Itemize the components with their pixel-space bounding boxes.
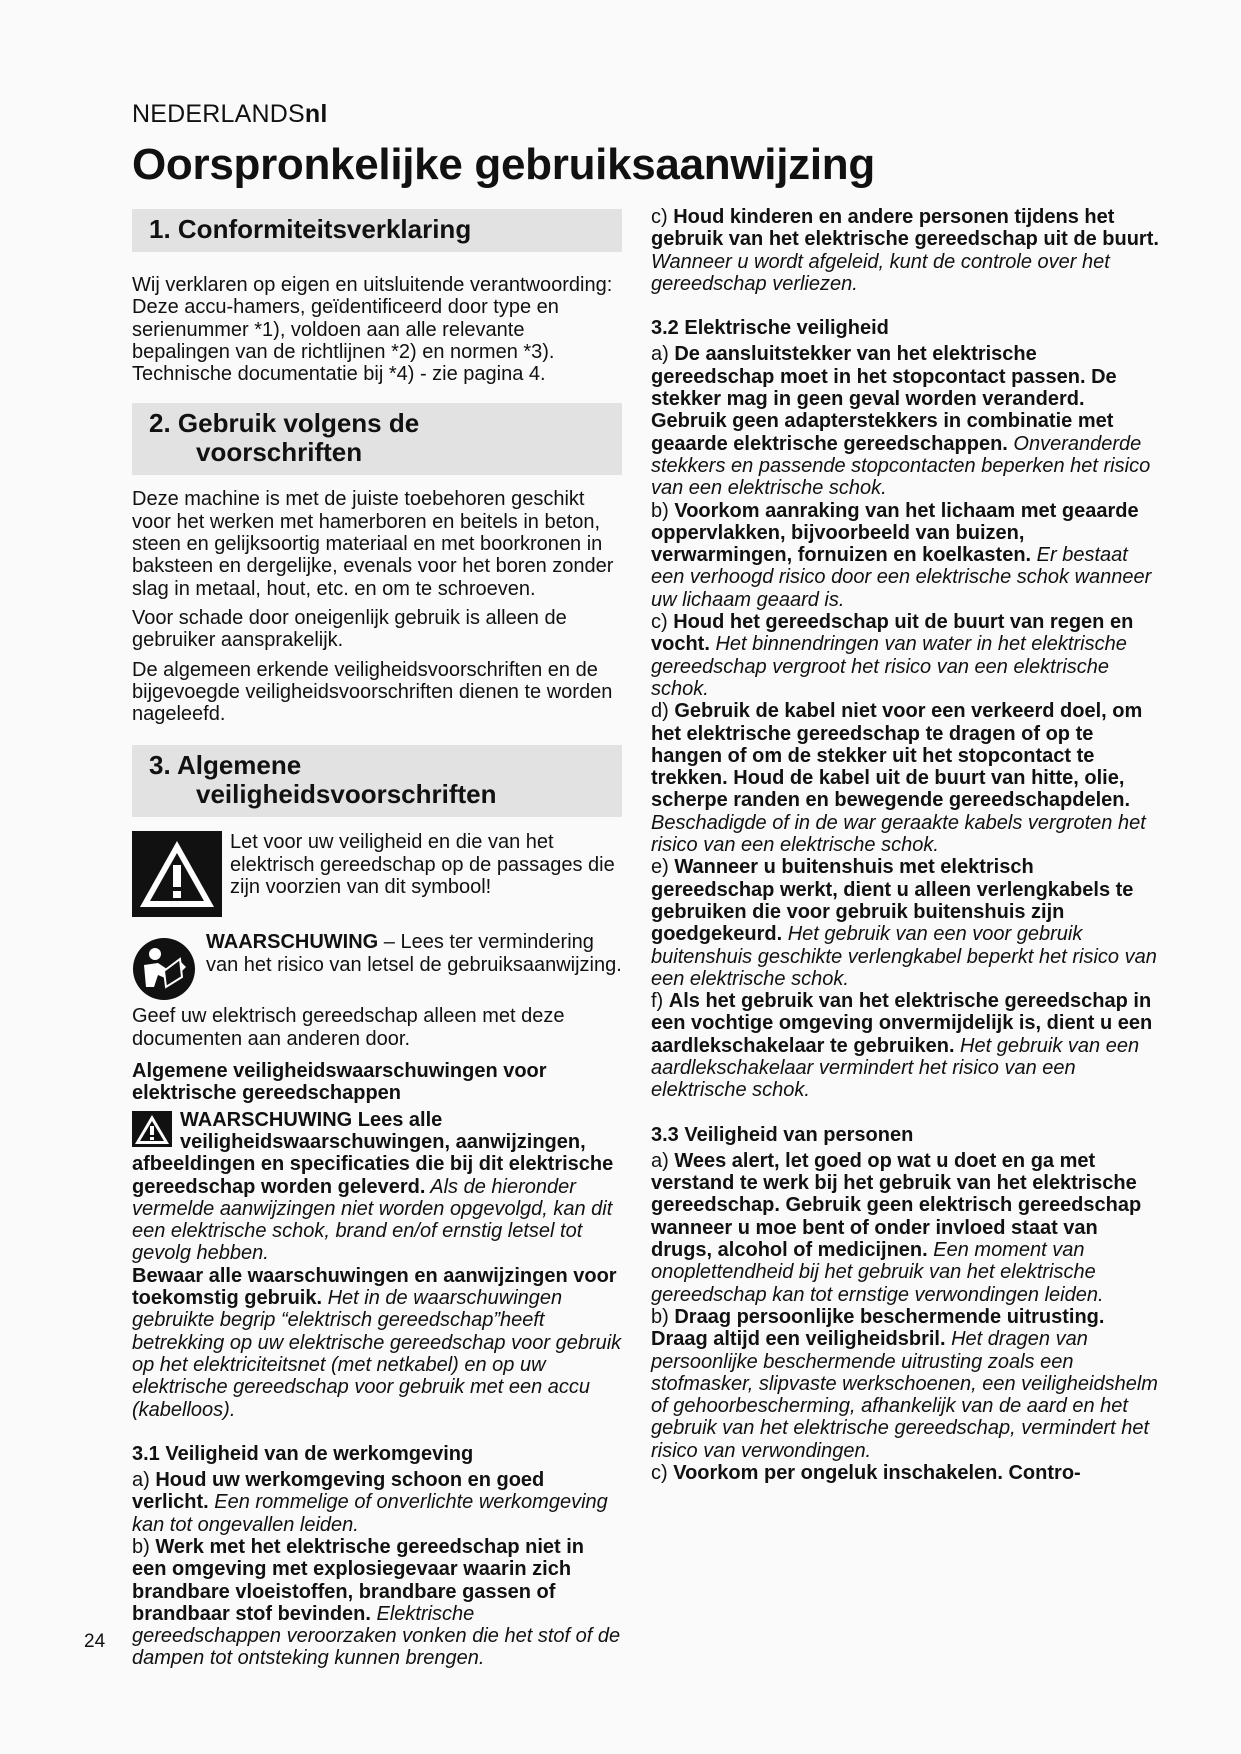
item-italic: Een moment van onoplettendheid bij het gebruik van het elektrische gereedschap kan tot ernstige verwondingen leiden. bbox=[651, 1239, 1104, 1306]
language-code: nl bbox=[304, 100, 328, 128]
general-warning-bold: WAARSCHUWING Lees alle veiligheidswaarschuwingen, aanwijzingen, afbeeldingen en specificaties die bij dit elektrische gereedschap worden geleverd. bbox=[132, 1108, 614, 1198]
item-3-3-b bbox=[651, 1306, 1161, 1462]
page-number: 24 bbox=[84, 1631, 106, 1652]
item-italic: Een rommelige of onverlichte werkomgeving kan tot ongevallen leiden. bbox=[132, 1491, 608, 1536]
language-name: NEDERLANDS bbox=[132, 100, 305, 128]
section-2-paragraph: De algemeen erkende veiligheidsvoorschriften en de bijgevoegde veiligheidsvoorschriften dienen te worden nageleefd. bbox=[132, 658, 613, 726]
general-warnings-heading: Algemene veiligheidswaarschuwingen voor elektrische gereedschappen bbox=[132, 1060, 547, 1105]
item-italic: Het dragen van persoonlijke beschermende uitrusting zoals een stofmasker, slipvaste werkschoenen, een veiligheidshelm of gehoorbescherming, afhankelijk van de aard en het gebruik van het elektrische gereedschap, vermindert het risico van verwondingen. bbox=[651, 1328, 1158, 1462]
item-italic: Elektrische gereedschappen veroorzaken vonken die het stof of de dampen tot ontsteking kunnen brengen. bbox=[132, 1602, 621, 1670]
item-italic: Wanneer u wordt afgeleid, kunt de controle over het gereedschap verliezen. bbox=[651, 250, 1110, 295]
item-label: b) bbox=[132, 1535, 156, 1558]
section-3-2-heading: 3.2 Elektrische veiligheid bbox=[651, 317, 889, 340]
item-label: c) bbox=[651, 611, 674, 634]
read-manual-icon bbox=[132, 937, 196, 1001]
section-2-paragraph: Deze machine is met de juiste toebehoren geschikt voor het werken met hamerboren en beitels in beton, steen en gelijksoortig materiaal en met boorkronen in baksteen en dergelijke, evenals voor het boren zonder slag in metaal, hout, etc. en om te schroeven. bbox=[132, 488, 614, 600]
warning-text: – Lees ter vermindering van het risico van letsel de gebruiksaanwijzing. bbox=[206, 931, 622, 976]
section-1-text: Wij verklaren op eigen en uitsluitende verantwoording: Deze accu-hamers, geïdentificeerd door type en serienummer *1), voldoen aan alle relevante bepalingen van de richtlijnen *2) en normen *3). Technische documentatie bij *4) - zie pagina 4. bbox=[132, 274, 613, 386]
item-3-2-e bbox=[651, 856, 1161, 990]
item-bold: Wanneer u buitenshuis met elektrisch gereedschap werkt, dient u alleen verlengkabels te gebruiken die voor gebruik buitenshuis zijn goedgekeurd. bbox=[651, 856, 1134, 946]
item-italic: Beschadigde of in de war geraakte kabels vergroten het risico van een elektrische schok. bbox=[651, 811, 1146, 857]
item-italic: Het gebruik van een voor gebruik buitenshuis geschikte verlengkabel beperkt het risico van een elektrische schok. bbox=[651, 923, 1157, 990]
section-2-paragraph: Voor schade door oneigenlijk gebruik is alleen de gebruiker aansprakelijk. bbox=[132, 606, 567, 652]
read-manual-row bbox=[132, 931, 622, 1001]
item-bold: Voorkom per ongeluk inschakelen. Contro- bbox=[673, 1462, 1081, 1485]
keep-instructions-bold: Bewaar alle waarschuwingen en aanwijzingen voor toekomstig gebruik. bbox=[132, 1264, 617, 1310]
item-bold: Houd uw werkomgeving schoon en goed verlicht. bbox=[132, 1469, 545, 1514]
section-3-heading bbox=[132, 745, 622, 817]
page-title: Oorspronkelijke gebruiksaanwijzing bbox=[132, 140, 875, 189]
item-label: c) bbox=[651, 206, 674, 228]
small-warning-icon bbox=[132, 1111, 172, 1147]
item-label: d) bbox=[651, 700, 675, 723]
warning-read-manual bbox=[206, 931, 622, 976]
item-italic: Er bestaat een verhoogd risico door een elektrische schok wanneer uw lichaam geaard is. bbox=[651, 544, 1152, 611]
item-label: a) bbox=[132, 1469, 156, 1492]
warning-triangle-icon bbox=[132, 831, 222, 917]
item-italic: Onveranderde stekkers en passende stopcontacten beperken het risico van een elektrische schok. bbox=[651, 432, 1151, 500]
section-3-title-line-1: 3. Algemene bbox=[149, 750, 302, 781]
item-bold: Als het gebruik van het elektrische gereedschap in een vochtige omgeving onvermijdelijk is, dient u een aardlekschakelaar te gebruiken. bbox=[651, 990, 1153, 1057]
section-3-3-heading: 3.3 Veiligheid van personen bbox=[651, 1123, 914, 1146]
item-3-2-b bbox=[651, 500, 1161, 611]
item-3-3-a bbox=[651, 1150, 1161, 1306]
item-3-1-a bbox=[132, 1469, 622, 1536]
item-label: b) bbox=[651, 1305, 675, 1328]
keep-instructions-paragraph bbox=[132, 1265, 622, 1421]
section-3-title-line-2: veiligheidsvoorschriften bbox=[196, 779, 497, 810]
item-3-1-b bbox=[132, 1536, 622, 1670]
general-warning-paragraph bbox=[132, 1109, 622, 1265]
item-label: f) bbox=[651, 990, 669, 1013]
pass-on-note: Geef uw elektrisch gereedschap alleen met deze documenten aan anderen door. bbox=[132, 1005, 565, 1050]
symbol-note: Let voor uw veiligheid en die van het elektrisch gereedschap op de passages die zijn voorzien van dit symbool! bbox=[230, 831, 615, 899]
item-label: a) bbox=[651, 1149, 675, 1172]
item-label: e) bbox=[651, 856, 675, 879]
item-label: a) bbox=[651, 343, 675, 366]
warning-symbol-row bbox=[132, 831, 622, 917]
section-1-heading: 1. Conformiteitsverklaring bbox=[132, 209, 622, 252]
keep-instructions-italic: Het in de waarschuwingen gebruikte begrip “elektrisch gereedschap”heeft betrekking op uw elektrische gereedschap voor gebruik op het elektriciteitsnet (met netkabel) en op uw elektrische gereedschap voor gebruik met een accu (kabelloos). bbox=[132, 1287, 622, 1421]
item-3-3-c bbox=[651, 1462, 1161, 1484]
item-bold: Voorkom aanraking van het lichaam met geaarde oppervlakken, bijvoorbeeld van buizen, verwarmingen, fornuizen en koelkasten. bbox=[651, 499, 1139, 567]
general-warning-italic: Als de hieronder vermelde aanwijzingen niet worden opgevolgd, kan dit een elektrische schok, brand en/of ernstig letsel tot gevolg hebben. bbox=[132, 1175, 613, 1265]
item-3-1-c bbox=[651, 206, 1161, 295]
item-bold: Werk met het elektrische gereedschap niet in een omgeving met explosiegevaar waarin zich brandbare vloeistoffen, brandbare gassen of brandbaar stof bevinden. bbox=[132, 1535, 585, 1625]
item-bold: Houd kinderen en andere personen tijdens het gebruik van het elektrische gereedschap uit de buurt. bbox=[651, 206, 1159, 251]
section-2-heading bbox=[132, 403, 622, 475]
item-label: b) bbox=[651, 499, 675, 522]
item-italic: Het gebruik van een aardlekschakelaar vermindert het risico van een elektrische schok. bbox=[651, 1034, 1140, 1102]
item-bold: Houd het gereedschap uit de buurt van regen en vocht. bbox=[651, 611, 1134, 656]
section-2-title-line-2: voorschriften bbox=[196, 437, 363, 468]
warning-label: WAARSCHUWING bbox=[206, 931, 379, 954]
language-header bbox=[132, 100, 328, 129]
item-bold: De aansluitstekker van het elektrische gereedschap moet in het stopcontact passen. De stekker mag in geen geval worden veranderd. Gebruik geen adapterstekkers in combinatie met geaarde elektrische gereedschappen. bbox=[651, 343, 1117, 455]
item-label: c) bbox=[651, 1462, 674, 1485]
section-3-1-heading: 3.1 Veiligheid van de werkomgeving bbox=[132, 1442, 474, 1465]
item-3-2-c bbox=[651, 611, 1161, 700]
section-2-title-line-1: 2. Gebruik volgens de bbox=[149, 408, 420, 439]
item-3-2-a bbox=[651, 343, 1161, 499]
item-italic: Het binnendringen van water in het elektrische gereedschap vergroot het risico van een elektrische schok. bbox=[651, 633, 1127, 700]
item-bold: Draag persoonlijke beschermende uitrusting. Draag altijd een veiligheidsbril. bbox=[651, 1305, 1105, 1351]
left-column bbox=[132, 209, 622, 1670]
item-3-2-d bbox=[651, 700, 1161, 856]
right-column bbox=[651, 206, 1161, 1484]
item-3-2-f bbox=[651, 990, 1161, 1101]
item-bold: Gebruik de kabel niet voor een verkeerd doel, om het elektrische gereedschap te dragen of op te hangen of om de stekker uit het stopcontact te trekken. Houd de kabel uit de buurt van hitte, olie, scherpe randen en bewegende gereedschapdelen. bbox=[651, 700, 1143, 812]
item-bold: Wees alert, let goed op wat u doet en ga met verstand te werk bij het gebruik van het elektrische gereedschap. Gebruik geen elektrisch gereedschap wanneer u moe bent of onder invloed staat van drugs, alcohol of medicijnen. bbox=[651, 1149, 1142, 1262]
